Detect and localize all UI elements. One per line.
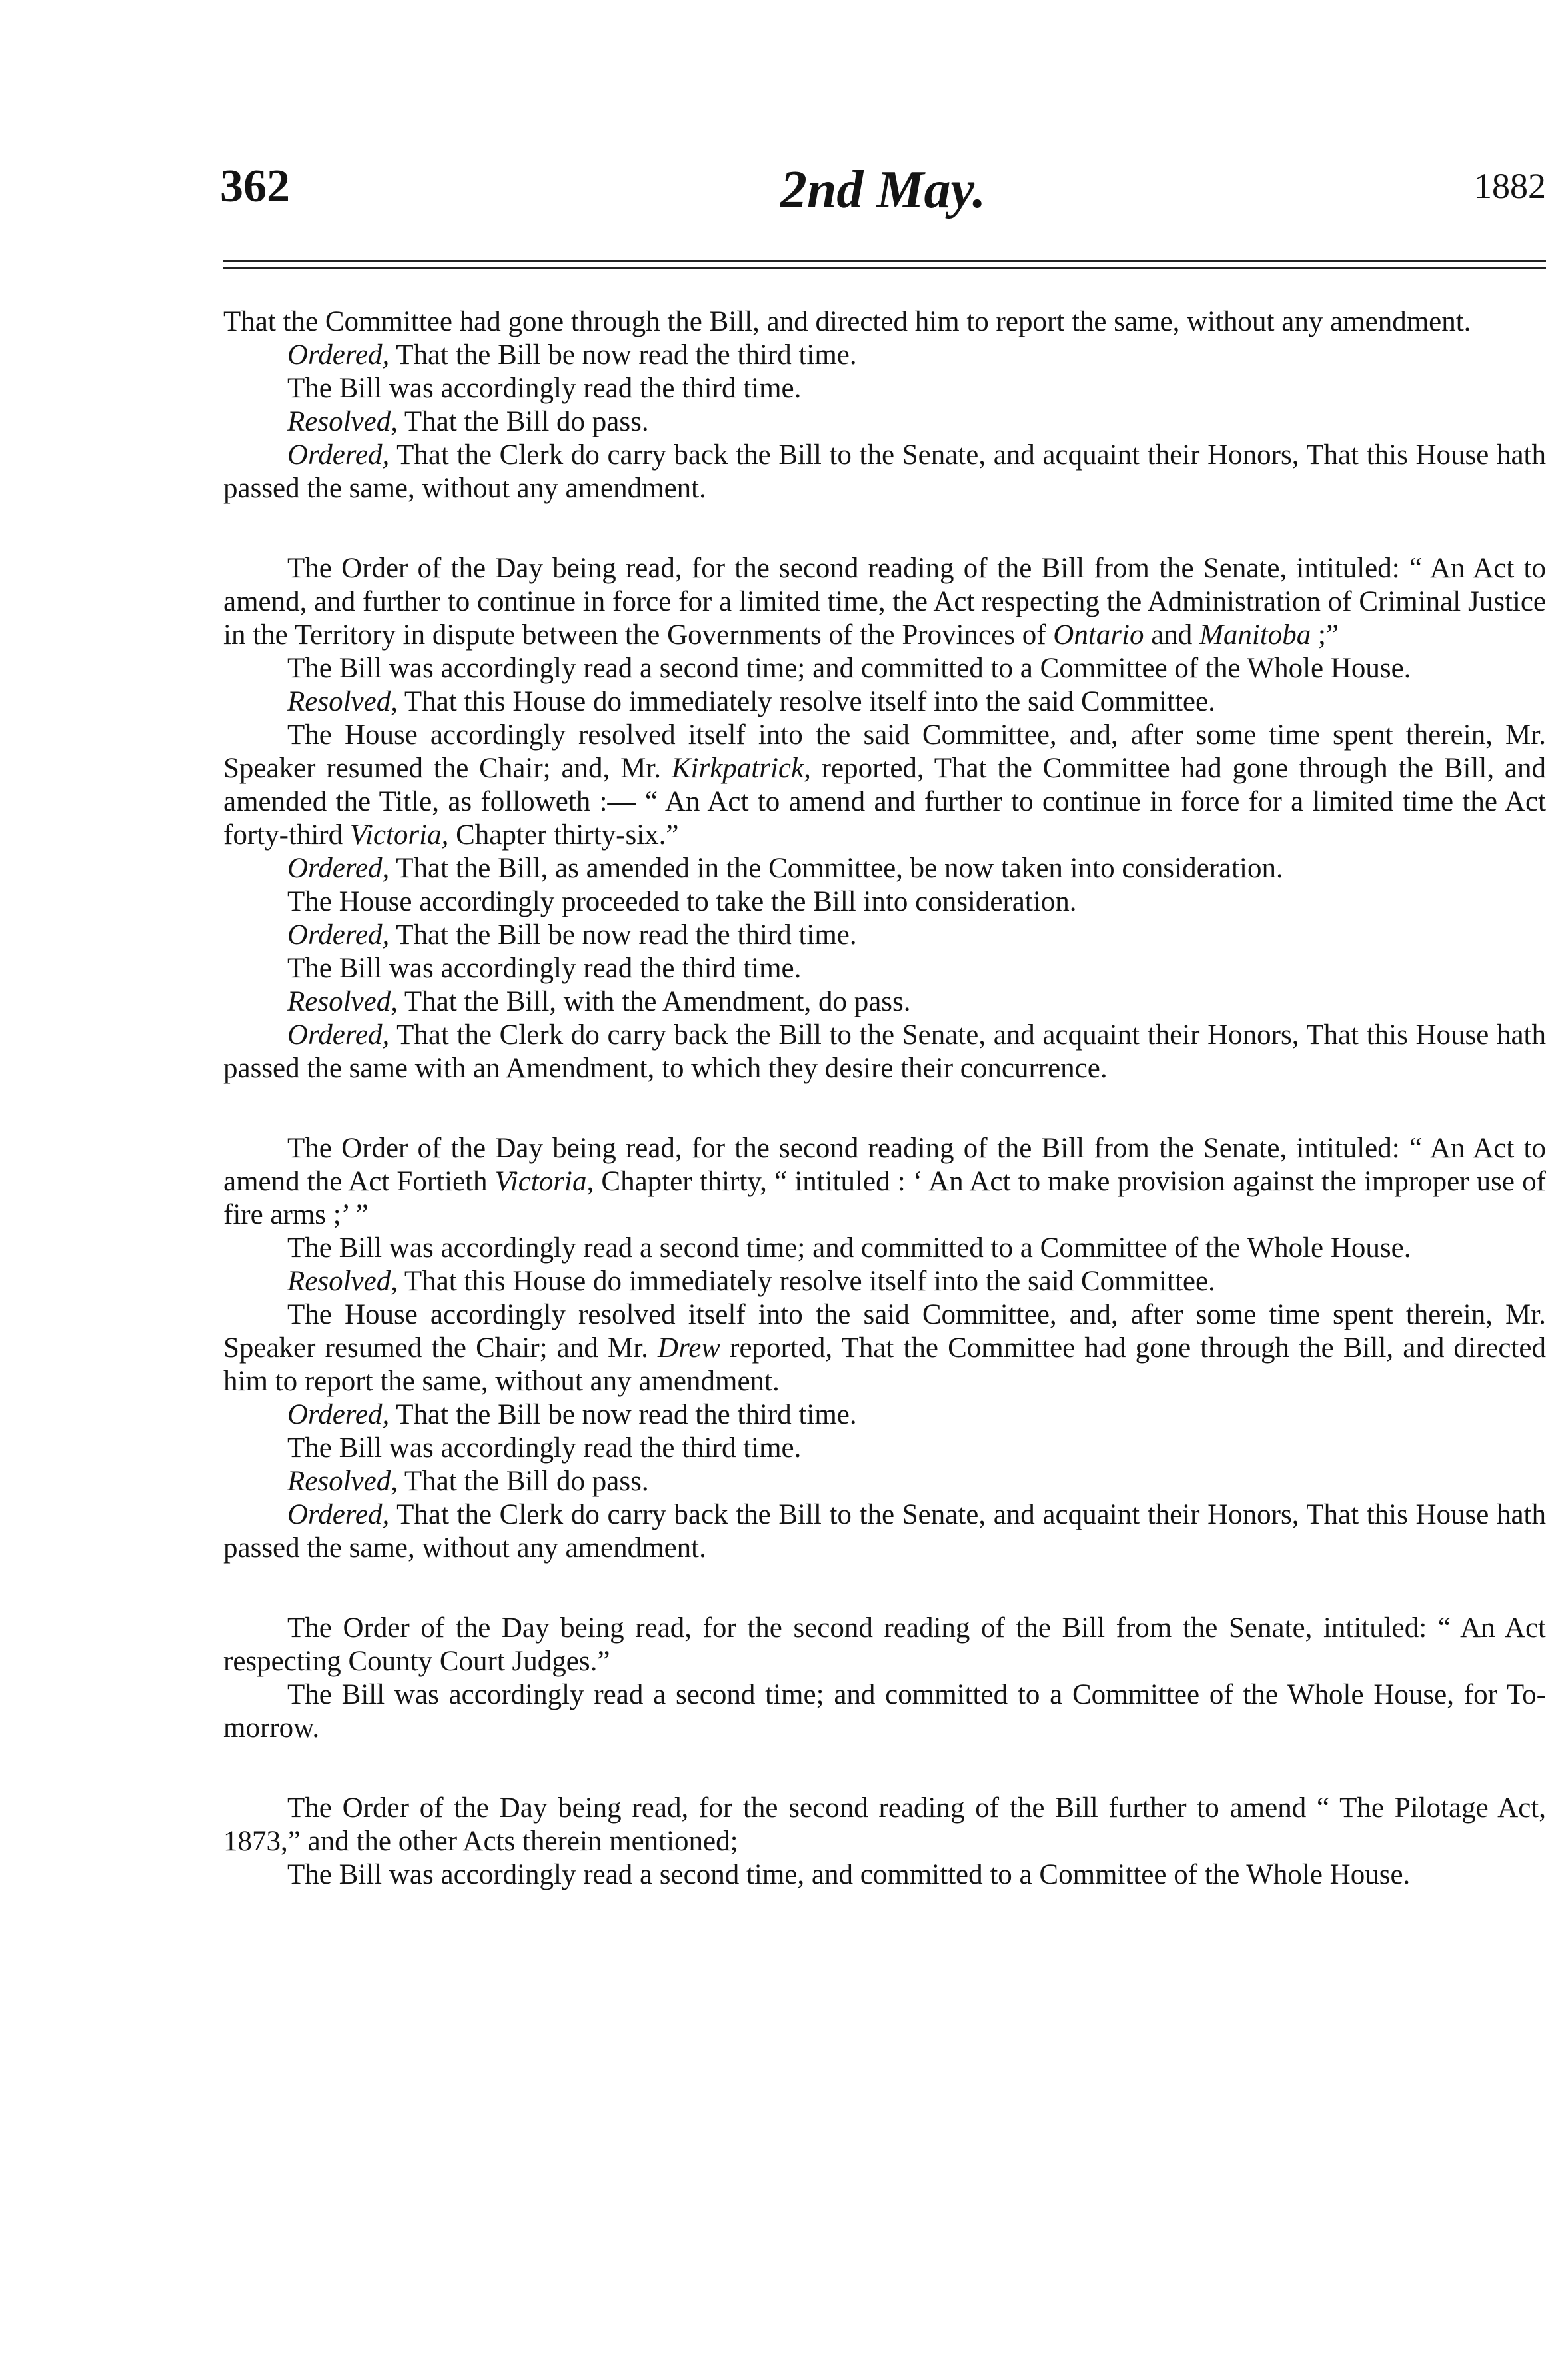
motion-keyword: Ordered, (287, 339, 390, 371)
entry-paragraph: Resolved, That the Bill, with the Amendment, do pass. (287, 986, 911, 1017)
header-double-rule (223, 260, 1546, 269)
entry-paragraph: Ordered, That the Clerk do carry back the Bill to the Senate, and acquaint their Honors, That this House hath passed the same, without any amendment. (223, 1499, 1546, 1564)
italic-name: Manitoba (1199, 619, 1311, 651)
entry-paragraph: Resolved, That this House do immediately resolve itself into the said Committee. (287, 1266, 1215, 1297)
entry-paragraph: The Bill was accordingly read a second time; and committed to a Committee of the Whole House, for To-morrow. (223, 1679, 1546, 1744)
entry-paragraph: The Bill was accordingly read the third time. (287, 953, 802, 984)
entry-paragraph: The Bill was accordingly read a second time; and committed to a Committee of the Whole House. (287, 1232, 1411, 1264)
journal-body (223, 305, 1546, 1938)
journal-entry (223, 305, 1546, 505)
entry-paragraph: The House accordingly resolved itself into the said Committee, and, after some time spent therein, Mr. Speaker resumed the Chair; and, Mr. Kirkpatrick, reported, That the Committee had gone through the Bill, and amended the Title, as followeth :— “ An Act to amend and further to continue in force for a limited time the Act forty-third Victoria, Chapter thirty-six.” (223, 719, 1546, 851)
entry-paragraph: The Bill was accordingly read the third time. (287, 1432, 802, 1464)
entry-paragraph: Ordered, That the Bill, as amended in the Committee, be now taken into consideration. (287, 853, 1283, 884)
journal-entry (223, 1792, 1546, 1892)
page-date: 2nd May. (780, 161, 986, 219)
journal-entry (223, 552, 1546, 1085)
motion-keyword: Resolved, (287, 1266, 398, 1297)
journal-entry (223, 1612, 1546, 1745)
entry-paragraph: Ordered, That the Bill be now read the third time. (287, 339, 857, 371)
entry-paragraph: The Order of the Day being read, for the second reading of the Bill from the Senate, intituled: “ An Act to amend the Act Fortieth Victoria, Chapter thirty, “ intituled : ‘ An Act to make provision against the improper use of fire arms ;’ ” (223, 1133, 1546, 1230)
entry-paragraph: The Bill was accordingly read a second time, and committed to a Committee of the Whole House. (287, 1859, 1411, 1890)
entry-paragraph: That the Committee had gone through the Bill, and directed him to report the same, without any amendment. (223, 306, 1471, 337)
page-number: 362 (220, 161, 290, 212)
motion-keyword: Resolved, (287, 986, 398, 1017)
entry-paragraph: The Order of the Day being read, for the second reading of the Bill from the Senate, intituled: “ An Act to amend, and further to continue in force for a limited time, the Act respecting the Administration of Criminal Justice in the Territory in dispute between the Governments of the Provinces of Ontario and Manitoba ;” (223, 553, 1546, 651)
entry-paragraph: The House accordingly resolved itself into the said Committee, and, after some time spent therein, Mr. Speaker resumed the Chair; and Mr. Drew reported, That the Committee had gone through the Bill, and directed him to report the same, without any amendment. (223, 1299, 1546, 1397)
motion-keyword: Ordered, (287, 919, 390, 951)
journal-entry (223, 1132, 1546, 1565)
entry-paragraph: The House accordingly proceeded to take the Bill into consideration. (287, 886, 1077, 917)
entry-paragraph: The Order of the Day being read, for the second reading of the Bill further to amend “ The Pilotage Act, 1873,” and the other Acts therein mentioned; (223, 1792, 1546, 1857)
entry-paragraph: Resolved, That the Bill do pass. (287, 406, 649, 437)
motion-keyword: Ordered, (287, 1499, 390, 1530)
motion-keyword: Ordered, (287, 1399, 390, 1430)
italic-name: Kirkpatrick, (671, 753, 811, 784)
entry-paragraph: Ordered, That the Clerk do carry back the Bill to the Senate, and acquaint their Honors, That this House hath passed the same with an Amendment, to which they desire their concurrence. (223, 1019, 1546, 1084)
italic-name: Victoria, (349, 819, 449, 851)
motion-keyword: Ordered, (287, 439, 390, 471)
italic-name: Ontario (1053, 619, 1144, 651)
entry-paragraph: Resolved, That the Bill do pass. (287, 1466, 649, 1497)
motion-keyword: Ordered, (287, 853, 390, 884)
motion-keyword: Resolved, (287, 406, 398, 437)
entry-paragraph: The Bill was accordingly read the third time. (287, 373, 802, 404)
entry-paragraph: Ordered, That the Bill be now read the third time. (287, 919, 857, 951)
page-year: 1882 (1474, 166, 1546, 206)
motion-keyword: Resolved, (287, 1466, 398, 1497)
entry-paragraph: Resolved, That this House do immediately resolve itself into the said Committee. (287, 686, 1215, 717)
entry-paragraph: Ordered, That the Bill be now read the third time. (287, 1399, 857, 1430)
entry-paragraph: The Bill was accordingly read a second time; and committed to a Committee of the Whole House. (287, 653, 1411, 684)
entry-paragraph: Ordered, That the Clerk do carry back the Bill to the Senate, and acquaint their Honors, That this House hath passed the same, without any amendment. (223, 439, 1546, 504)
motion-keyword: Resolved, (287, 686, 398, 717)
italic-name: Victoria, (494, 1166, 594, 1197)
italic-name: Drew (658, 1332, 720, 1364)
motion-keyword: Ordered, (287, 1019, 390, 1051)
page-header (220, 160, 1546, 233)
entry-paragraph: The Order of the Day being read, for the second reading of the Bill from the Senate, intituled: “ An Act respecting County Court Judges.” (223, 1612, 1546, 1677)
